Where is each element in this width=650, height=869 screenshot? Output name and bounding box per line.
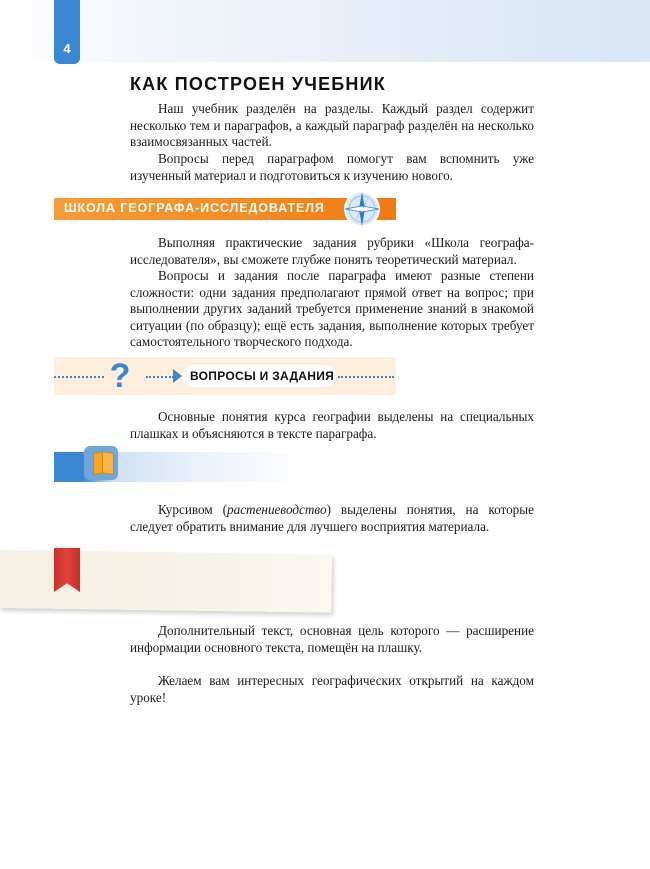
arrow-right-icon xyxy=(173,369,182,383)
intro-paragraph-1: Наш учебник разделён на разделы. Каждый раздел содержит несколько тем и параграфов, а каждый параграф разделён на несколько взаимосвязанных частей. xyxy=(130,101,534,150)
concept-intro-paragraph: Основные понятия курса географии выделены на специальных плашках и объясняются в тексте параграфа. xyxy=(130,409,534,441)
page-number-tab xyxy=(54,0,80,64)
book-icon xyxy=(84,446,118,480)
italic-paragraph xyxy=(130,502,534,535)
questions-label-pill xyxy=(182,365,336,387)
questions-rubric-bar xyxy=(54,357,396,395)
questions-rubric-label: ВОПРОСЫ И ЗАДАНИЯ xyxy=(190,369,335,383)
dotted-line xyxy=(146,376,174,378)
header-band xyxy=(0,0,650,62)
page-title: КАК ПОСТРОЕН УЧЕБНИК xyxy=(130,74,386,94)
intro-paragraph-2: Вопросы перед параграфом помогут вам вспомнить уже изученный материал и подготовиться к изучению нового. xyxy=(130,151,534,183)
italic-paragraph-start: Курсивом ( xyxy=(158,502,227,517)
explorer-paragraph-1: Выполняя практические задания рубрики «Школа географа-исследователя», вы сможете глубже понять теоретический материал. xyxy=(130,235,534,267)
question-mark-icon: ? xyxy=(109,357,131,395)
page-number: 4 xyxy=(63,41,71,56)
compass-icon xyxy=(342,189,382,229)
dotted-line xyxy=(54,376,104,378)
italic-paragraph-end: ) выделены понятия, на которые следует обратить внимание для лучшего восприятия материала. xyxy=(130,502,534,534)
book-page-right xyxy=(102,451,114,475)
extra-paragraph: Дополнительный текст, основная цель которого — расширение информации основного текста, помещён на плашку. xyxy=(130,623,534,655)
explorer-paragraph-2: Вопросы и задания после параграфа имеют разные степени сложности: одни задания предполагают прямой ответ на вопрос; при выполнении других заданий требуется применение знаний в знакомой ситуации (по образцу); ещё есть задания, выполнение которых требует самостоятельного творческого подхода. xyxy=(130,268,534,350)
extra-text-plate xyxy=(0,550,332,613)
dotted-line xyxy=(338,376,394,378)
closing-paragraph: Желаем вам интересных географических открытий на каждом уроке! xyxy=(130,673,534,705)
explorer-rubric-label: ШКОЛА ГЕОГРАФА-ИССЛЕДОВАТЕЛЯ xyxy=(64,201,325,215)
italic-term: растениеводство xyxy=(227,502,327,517)
